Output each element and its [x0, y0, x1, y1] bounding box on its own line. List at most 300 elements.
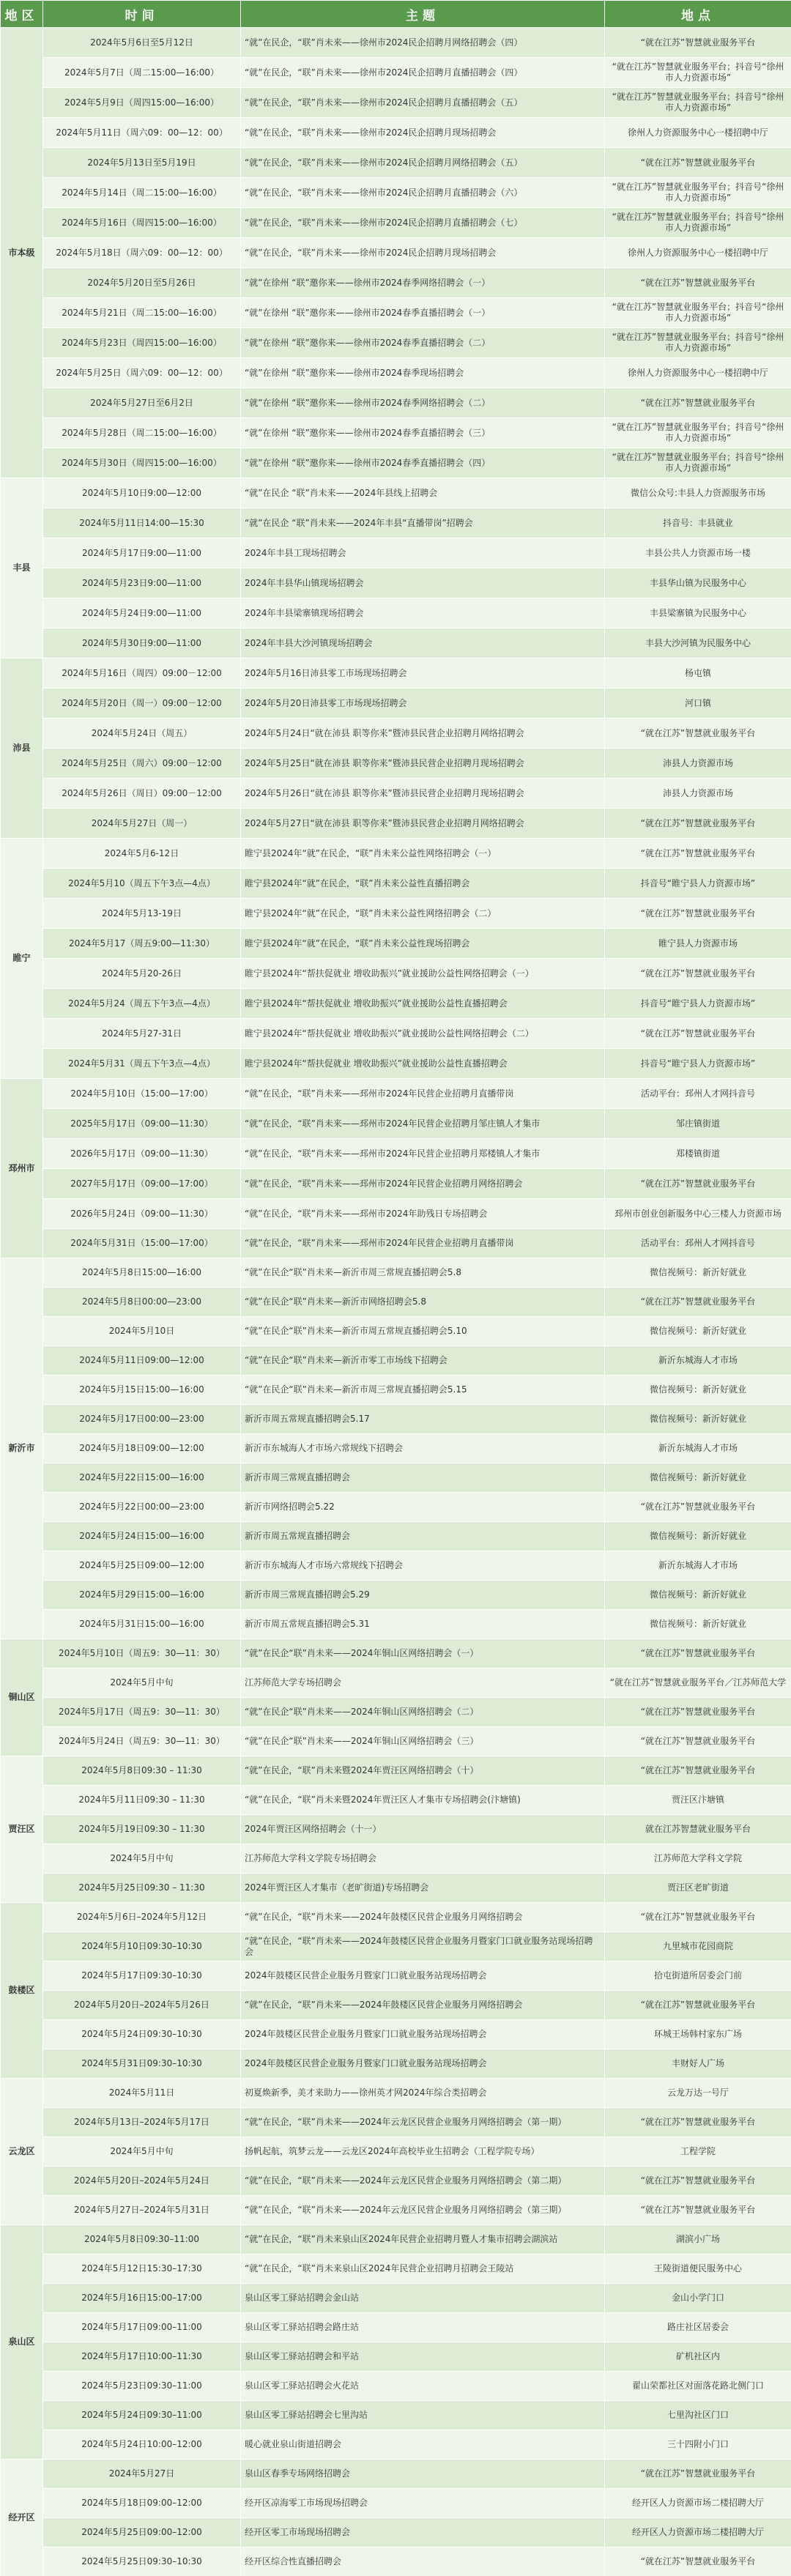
place-cell: 丰县华山镇为民服务中心	[605, 568, 791, 598]
table-row	[1, 268, 791, 298]
place-cell: 七里沟社区门口	[605, 2401, 791, 2430]
table-row	[1, 719, 791, 749]
time-cell: 2024年5月20-26日	[43, 959, 241, 989]
theme-cell: “就”在徐州 “联”邀你来——徐州市2024春季直播招聘会（一）	[241, 298, 605, 328]
table-row	[1, 28, 791, 58]
theme-cell: “就”在民企 “联”肖未来——2024年丰县“直播带岗”招聘会	[241, 508, 605, 538]
table-row	[1, 508, 791, 538]
theme-cell: 新沂市网络招聘会5.22	[241, 1493, 605, 1522]
theme-cell: 2024年丰县梁寨镇现场招聘会	[241, 598, 605, 628]
place-cell: “就在江苏”智慧就业服务平台	[605, 268, 791, 298]
time-cell: 2024年5月25日（周六）09:00－12:00	[43, 749, 241, 779]
table-row	[1, 2430, 791, 2460]
time-cell: 2024年5月中旬	[43, 2137, 241, 2167]
theme-cell: 新沂市周五常规直播招聘会	[241, 1522, 605, 1551]
time-cell: 2024年5月30日（周四15:00—16:00）	[43, 448, 241, 478]
place-cell: “就在江苏”智慧就业服务平台	[605, 1991, 791, 2020]
time-cell: 2024年5月13-19日	[43, 899, 241, 929]
time-cell: 2024年5月10（周五下午3点—4点）	[43, 869, 241, 899]
theme-cell: 泉山区零工驿站招聘会金山站	[241, 2284, 605, 2313]
place-cell: 金山小学门口	[605, 2284, 791, 2313]
theme-cell: 2024年5月20日沛县零工市场现场招聘会	[241, 688, 605, 719]
table-row	[1, 2108, 791, 2137]
time-cell: 2024年5月11日09:30 – 11:30	[43, 1786, 241, 1815]
time-cell: 2024年5月20日–2024年5月24日	[43, 2167, 241, 2196]
time-cell: 2024年5月6日至5月12日	[43, 28, 241, 58]
region-cell: 鼓楼区	[1, 1903, 43, 2079]
table-row	[1, 328, 791, 358]
theme-cell: 泉山区零工驿站招聘会火花站	[241, 2372, 605, 2401]
time-cell: 2024年5月28日（周二15:00—16:00）	[43, 418, 241, 448]
table-row	[1, 869, 791, 899]
table-row	[1, 1522, 791, 1551]
time-cell: 2024年5月11日14:00—15:30	[43, 508, 241, 538]
table-row	[1, 658, 791, 688]
place-cell: 丰财好人广场	[605, 2049, 791, 2079]
time-cell: 2024年5月23日9:00—11:00	[43, 568, 241, 598]
time-cell: 2024年5月10日9:00—12:00	[43, 478, 241, 508]
theme-cell: “就”在徐州 “联”邀你来——徐州市2024春季网络招聘会（二）	[241, 388, 605, 418]
place-cell: 微信视频号：新沂好就业	[605, 1581, 791, 1610]
theme-cell: 新沂市周三常规直播招聘会5.29	[241, 1581, 605, 1610]
theme-cell: 泉山区零工驿站招聘会和平站	[241, 2342, 605, 2372]
time-cell: 2024年5月29日15:00—16:00	[43, 1581, 241, 1610]
time-cell: 2024年5月24日09:30–10:30	[43, 2020, 241, 2049]
time-cell: 2024年5月30日9:00—11:00	[43, 628, 241, 658]
table-row	[1, 1815, 791, 1844]
place-cell: 新沂东城海人才市场	[605, 1346, 791, 1376]
table-row	[1, 478, 791, 508]
place-cell: “就在江苏”智慧就业服务平台	[605, 719, 791, 749]
theme-cell: “就”在民企“联”肖未来—新沂市零工市场线下招聘会	[241, 1346, 605, 1376]
time-cell: 2024年5月27日（周一）	[43, 809, 241, 839]
table-row	[1, 1317, 791, 1346]
table-row	[1, 688, 791, 719]
time-cell: 2024年5月7日（周二15:00—16:00）	[43, 58, 241, 88]
place-cell: “就在江苏”智慧就业服务平台；抖音号“徐州市人力资源市场”	[605, 178, 791, 208]
table-row	[1, 2284, 791, 2313]
place-cell: “就在江苏”智慧就业服务平台	[605, 1019, 791, 1049]
place-cell: “就在江苏”智慧就业服务平台	[605, 899, 791, 929]
place-cell: 新沂东城海人才市场	[605, 1551, 791, 1581]
theme-cell: “就”在民企，“联”肖未来——徐州市2024民企招聘月网络招聘会（五）	[241, 148, 605, 178]
place-cell: 新沂东城海人才市场	[605, 1434, 791, 1463]
time-cell: 2026年5月24日（09:00—11:30）	[43, 1199, 241, 1229]
time-cell: 2024年5月8日09:30–11:00	[43, 2225, 241, 2254]
time-cell: 2024年5月18日09:00—12:00	[43, 1434, 241, 1463]
table-row	[1, 1581, 791, 1610]
theme-cell: 睢宁县2024年“就”在民企，“联”肖未来公益性网络招聘会（二）	[241, 899, 605, 929]
theme-cell: “就”在民企，“联”肖未来——徐州市2024民企招聘月现场招聘会	[241, 118, 605, 148]
table-row	[1, 2020, 791, 2049]
region-cell: 丰县	[1, 478, 43, 658]
theme-cell: 2024年鼓楼区民营企业服务月暨家门口就业服务站现场招聘会	[241, 1961, 605, 1991]
theme-cell: “就”在民企“联”肖未来——2024年铜山区网络招聘会（二）	[241, 1698, 605, 1727]
table-row	[1, 2167, 791, 2196]
theme-cell: “就”在民企，“联”肖未来——徐州市2024民企招聘月现场招聘会	[241, 238, 605, 268]
header-place: 地点	[605, 1, 791, 28]
theme-cell: 泉山区零工驿站招聘会路庄站	[241, 2313, 605, 2342]
theme-cell: 经开区凉海零工市场现场招聘会	[241, 2489, 605, 2518]
time-cell: 2024年5月27日–2024年5月31日	[43, 2196, 241, 2225]
table-row	[1, 1199, 791, 1229]
time-cell: 2024年5月25日09:00–12:00	[43, 2518, 241, 2547]
table-row	[1, 2401, 791, 2430]
place-cell: 微信视频号：新沂好就业	[605, 1317, 791, 1346]
theme-cell: 2024年鼓楼区民营企业服务月暨家门口就业服务站现场招聘会	[241, 2049, 605, 2079]
time-cell: 2024年5月11日（周六09：00—12：00）	[43, 118, 241, 148]
time-cell: 2024年5月17日00:00—23:00	[43, 1405, 241, 1434]
time-cell: 2024年5月23日（周四15:00—16:00）	[43, 328, 241, 358]
place-cell: “就在江苏”智慧就业服务平台	[605, 1727, 791, 1756]
time-cell: 2024年5月24日（周五）	[43, 719, 241, 749]
region-cell: 泉山区	[1, 2225, 43, 2460]
table-row	[1, 959, 791, 989]
place-cell: “就在江苏”智慧就业服务平台；抖音号“徐州市人力资源市场”	[605, 298, 791, 328]
table-row	[1, 58, 791, 88]
place-cell: “就在江苏”智慧就业服务平台	[605, 1288, 791, 1317]
theme-cell: “就”在民企，“联”肖未来泉山区2024年民营企业招聘月暨人才集市招聘会湖滨站	[241, 2225, 605, 2254]
theme-cell: “就”在民企，“联”肖未来暨2024年贾汪区网络招聘会（十）	[241, 1756, 605, 1786]
theme-cell: “就”在民企，“联”肖未来——2024年鼓楼区民营企业服务月网络招聘会	[241, 1903, 605, 1932]
table-row	[1, 1551, 791, 1581]
theme-cell: 睢宁县2024年“就”在民企，“联”肖未来公益性网络招聘会（一）	[241, 839, 605, 869]
time-cell: 2024年5月25日09:30 – 11:30	[43, 1874, 241, 1903]
time-cell: 2024年5月11日09:00—12:00	[43, 1346, 241, 1376]
time-cell: 2024年5月6-12日	[43, 839, 241, 869]
table-row	[1, 1639, 791, 1669]
theme-cell: 睢宁县2024年“帮扶促就业 增收助振兴”就业援助公益性直播招聘会	[241, 1049, 605, 1079]
table-row	[1, 418, 791, 448]
table-row	[1, 178, 791, 208]
region-cell: 睢宁	[1, 839, 43, 1079]
region-cell: 经开区	[1, 2460, 43, 2576]
table-row	[1, 749, 791, 779]
place-cell: 郑楼镇街道	[605, 1139, 791, 1169]
time-cell: 2024年5月20日至5月26日	[43, 268, 241, 298]
time-cell: 2024年5月14日（周二15:00—16:00）	[43, 178, 241, 208]
table-row	[1, 1079, 791, 1109]
place-cell: 河口镇	[605, 688, 791, 719]
time-cell: 2024年5月21日（周二15:00—16:00）	[43, 298, 241, 328]
region-cell: 铜山区	[1, 1639, 43, 1756]
place-cell: 邳州市创业创新服务中心三楼人力资源市场	[605, 1199, 791, 1229]
theme-cell: 2024年5月16日沛县零工市场现场招聘会	[241, 658, 605, 688]
time-cell: 2024年5月24日09:30–11:00	[43, 2401, 241, 2430]
time-cell: 2024年5月24日9:00—11:00	[43, 598, 241, 628]
table-row	[1, 1434, 791, 1463]
place-cell: 贾汪区汴塘镇	[605, 1786, 791, 1815]
theme-cell: “就”在民企，“联”肖未来——徐州市2024民企招聘月直播招聘会（七）	[241, 208, 605, 238]
place-cell: 沛县人力资源市场	[605, 749, 791, 779]
theme-cell: “就”在徐州 “联”邀你来——徐州市2024春季网络招聘会（一）	[241, 268, 605, 298]
time-cell: 2024年5月17日9:00—11:00	[43, 538, 241, 568]
theme-cell: “就”在民企，“联”肖未来暨2024年贾汪区人才集市专场招聘会(汴塘镇)	[241, 1786, 605, 1815]
time-cell: 2024年5月16日（周四15:00—16:00）	[43, 208, 241, 238]
time-cell: 2024年5月13日–2024年5月17日	[43, 2108, 241, 2137]
theme-cell: “就”在民企 “联”肖未来——2024年县线上招聘会	[241, 478, 605, 508]
table-row	[1, 929, 791, 959]
time-cell: 2024年5月31日09:30–10:30	[43, 2049, 241, 2079]
time-cell: 2024年5月31（周五下午3点—4点）	[43, 1049, 241, 1079]
table-row	[1, 1346, 791, 1376]
table-row	[1, 1727, 791, 1756]
table-row	[1, 1610, 791, 1639]
place-cell: “就在江苏”智慧就业服务平台	[605, 839, 791, 869]
theme-cell: “就”在民企，“联”肖未来——徐州市2024民企招聘月直播招聘会（五）	[241, 88, 605, 118]
theme-cell: 睢宁县2024年“帮扶促就业 增收助振兴”就业援助公益性网络招聘会（二）	[241, 1019, 605, 1049]
table-row	[1, 388, 791, 418]
theme-cell: 2024年5月24日“就在沛县 职等你来”暨沛县民营企业招聘月网络招聘会	[241, 719, 605, 749]
place-cell: “就在江苏”智慧就业服务平台；抖音号“徐州市人力资源市场”	[605, 208, 791, 238]
theme-cell: “就”在民企，“联”肖未来——徐州市2024民企招聘月网络招聘会（四）	[241, 28, 605, 58]
time-cell: 2024年5月24（周五下午3点—4点）	[43, 989, 241, 1019]
theme-cell: 睢宁县2024年“就”在民企，“联”肖未来公益性现场招聘会	[241, 929, 605, 959]
table-row	[1, 298, 791, 328]
region-cell: 邳州市	[1, 1079, 43, 1258]
time-cell: 2024年5月17日（周五9：30—11：30）	[43, 1698, 241, 1727]
theme-cell: 2024年丰县大沙河镇现场招聘会	[241, 628, 605, 658]
region-cell: 新沂市	[1, 1258, 43, 1639]
theme-cell: “就”在民企，“联”肖未来——2024年云龙区民营企业服务月网络招聘会（第二期）	[241, 2167, 605, 2196]
time-cell: 2024年5月24日15:00—16:00	[43, 1522, 241, 1551]
region-cell: 市本级	[1, 28, 43, 478]
place-cell: “就在江苏”智慧就业服务平台	[605, 1698, 791, 1727]
theme-cell: 新沂市东城海人才市场六常规线下招聘会	[241, 1551, 605, 1581]
table-row	[1, 2460, 791, 2489]
time-cell: 2024年5月25日09:30–10:30	[43, 2547, 241, 2576]
table-row	[1, 1258, 791, 1288]
table-row	[1, 1874, 791, 1903]
table-row	[1, 2547, 791, 2576]
theme-cell: 新沂市周五常规直播招聘会5.31	[241, 1610, 605, 1639]
time-cell: 2024年5月27日	[43, 2460, 241, 2489]
theme-cell: 睢宁县2024年“帮扶促就业 增收助振兴”就业援助公益性网络招聘会（一）	[241, 959, 605, 989]
place-cell: “就在江苏”智慧就业服务平台	[605, 388, 791, 418]
place-cell: 环城王场韩村家东广场	[605, 2020, 791, 2049]
theme-cell: “就”在民企，“联”肖未来——邳州市2024年民营企业招聘月郑楼镇人才集市	[241, 1139, 605, 1169]
schedule-body	[1, 28, 791, 2576]
theme-cell: 2024年贾汪区网络招聘会（十一）	[241, 1815, 605, 1844]
table-row	[1, 2342, 791, 2372]
time-cell: 2024年5月24日10:00–12:00	[43, 2430, 241, 2460]
table-row	[1, 2137, 791, 2167]
theme-cell: 2024年贾汪区人才集市（老旷街道)专场招聘会	[241, 1874, 605, 1903]
place-cell: “就在江苏”智慧就业服务平台	[605, 2167, 791, 2196]
place-cell: “就在江苏”智慧就业服务平台	[605, 1903, 791, 1932]
table-row	[1, 809, 791, 839]
place-cell: “就在江苏”智慧就业服务平台	[605, 809, 791, 839]
theme-cell: “就”在民企“联”肖未来—新沂市网络招聘会5.8	[241, 1288, 605, 1317]
theme-cell: “就”在民企“联”肖未来——2024年铜山区网络招聘会（三）	[241, 1727, 605, 1756]
region-cell: 贾汪区	[1, 1756, 43, 1903]
place-cell: 江苏师范大学科文学院	[605, 1844, 791, 1874]
time-cell: 2024年5月12日15:30–17:30	[43, 2254, 241, 2284]
theme-cell: “就”在民企，“联”肖未来——邳州市2024年助残日专场招聘会	[241, 1199, 605, 1229]
place-cell: 九里城市花园商院	[605, 1932, 791, 1961]
theme-cell: “就”在民企“联”肖未来——2024年铜山区网络招聘会（一）	[241, 1639, 605, 1669]
time-cell: 2024年5月27-31日	[43, 1019, 241, 1049]
theme-cell: 初夏焕新季，美才来助力——徐州英才网2024年综合类招聘会	[241, 2079, 605, 2108]
theme-cell: 扬帆起航，筑梦云龙——云龙区2024年高校毕业生招聘会（工程学院专场）	[241, 2137, 605, 2167]
table-row	[1, 208, 791, 238]
place-cell: 微信视频号：新沂好就业	[605, 1376, 791, 1405]
table-row	[1, 1049, 791, 1079]
place-cell: 湖滨小广场	[605, 2225, 791, 2254]
time-cell: 2024年5月13日至5月19日	[43, 148, 241, 178]
table-row	[1, 1169, 791, 1199]
place-cell: “就在江苏”智慧就业服务平台	[605, 2460, 791, 2489]
place-cell: 王陵街道便民服务中心	[605, 2254, 791, 2284]
theme-cell: “就”在民企，“联”肖未来——邳州市2024年民营企业招聘月直播带岗	[241, 1079, 605, 1109]
time-cell: 2024年5月25日（周六09：00—12：00）	[43, 358, 241, 388]
time-cell: 2024年5月18日09:00–12:00	[43, 2489, 241, 2518]
place-cell: 活动平台：邳州人才网抖音号	[605, 1079, 791, 1109]
place-cell: 抖音号“睢宁县人力资源市场”	[605, 989, 791, 1019]
place-cell: 微信视频号：新沂好就业	[605, 1258, 791, 1288]
theme-cell: “就”在民企，“联”肖未来——邳州市2024年民营企业招聘月直播带岗	[241, 1229, 605, 1258]
table-row	[1, 1932, 791, 1961]
place-cell: 微信公众号:丰县人力资源服务市场	[605, 478, 791, 508]
time-cell: 2024年5月24日（周五9：30—11：30）	[43, 1727, 241, 1756]
table-row	[1, 148, 791, 178]
place-cell: “就在江苏”智慧就业服务平台／江苏师范大学	[605, 1669, 791, 1698]
theme-cell: “就”在民企，“联”肖未来泉山区2024年民营企业招聘月招聘会王陵站	[241, 2254, 605, 2284]
place-cell: 经开区人力资源市场二楼招聘大厅	[605, 2489, 791, 2518]
place-cell: 抖音号：丰县就业	[605, 508, 791, 538]
theme-cell: “就”在民企“联”肖未来—新沂市周三常规直播招聘会5.15	[241, 1376, 605, 1405]
theme-cell: “就”在徐州 “联”邀你来——徐州市2024春季现场招聘会	[241, 358, 605, 388]
theme-cell: “就”在民企，“联”肖未来——2024年云龙区民营企业服务月网络招聘会（第三期）	[241, 2196, 605, 2225]
table-row	[1, 899, 791, 929]
time-cell: 2024年5月27日至6月2日	[43, 388, 241, 418]
table-row	[1, 628, 791, 658]
table-row	[1, 1844, 791, 1874]
place-cell: 工程学院	[605, 2137, 791, 2167]
place-cell: 抖音号“睢宁县人力资源市场”	[605, 1049, 791, 1079]
theme-cell: 新沂市东城海人才市场六常规线下招聘会	[241, 1434, 605, 1463]
time-cell: 2024年5月22日15:00—16:00	[43, 1463, 241, 1493]
place-cell: 徐州人力资源服务中心一楼招聘中厅	[605, 238, 791, 268]
place-cell: 路庄社区居委会	[605, 2313, 791, 2342]
time-cell: 2024年5月31日（15:00—17:00）	[43, 1229, 241, 1258]
place-cell: “就在江苏”智慧就业服务平台；抖音号“徐州市人力资源市场”	[605, 448, 791, 478]
table-row	[1, 1463, 791, 1493]
place-cell: 微信视频号：新沂好就业	[605, 1522, 791, 1551]
table-row	[1, 1991, 791, 2020]
place-cell: 杨屯镇	[605, 658, 791, 688]
place-cell: 云龙万达一号厅	[605, 2079, 791, 2108]
place-cell: 抖音号“睢宁县人力资源市场”	[605, 869, 791, 899]
place-cell: “就在江苏”智慧就业服务平台；抖音号“徐州市人力资源市场”	[605, 58, 791, 88]
place-cell: “就在江苏”智慧就业服务平台	[605, 1639, 791, 1669]
place-cell: 三十四附小门口	[605, 2430, 791, 2460]
theme-cell: “就”在民企，“联”肖未来——徐州市2024民企招聘月直播招聘会（四）	[241, 58, 605, 88]
theme-cell: “就”在徐州 “联”邀你来——徐州市2024春季直播招聘会（四）	[241, 448, 605, 478]
theme-cell: “就”在民企“联”肖未来—新沂市周五常规直播招聘会5.10	[241, 1317, 605, 1346]
theme-cell: 经开区零工市场现场招聘会	[241, 2518, 605, 2547]
time-cell: 2024年5月8日00:00—23:00	[43, 1288, 241, 1317]
place-cell: “就在江苏”智慧就业服务平台	[605, 1493, 791, 1522]
theme-cell: 2024年5月25日“就在沛县 职等你来”暨沛县民营企业招聘月现场招聘会	[241, 749, 605, 779]
header-row	[1, 1, 791, 28]
theme-cell: “就”在民企，“联”肖未来——徐州市2024民企招聘月直播招聘会（六）	[241, 178, 605, 208]
table-row	[1, 1669, 791, 1698]
place-cell: 丰县梁寨镇为民服务中心	[605, 598, 791, 628]
table-row	[1, 538, 791, 568]
theme-cell: 2024年丰县华山镇现场招聘会	[241, 568, 605, 598]
time-cell: 2024年5月10日09:30–10:30	[43, 1932, 241, 1961]
theme-cell: 江苏师范大学科文学院专场招聘会	[241, 1844, 605, 1874]
time-cell: 2024年5月23日09:30–11:00	[43, 2372, 241, 2401]
table-row	[1, 839, 791, 869]
theme-cell: 睢宁县2024年“就”在民企，“联”肖未来公益性直播招聘会	[241, 869, 605, 899]
header-time: 时间	[43, 1, 241, 28]
table-row	[1, 1405, 791, 1434]
time-cell: 2024年5月25日09:00—12:00	[43, 1551, 241, 1581]
table-row	[1, 1961, 791, 1991]
theme-cell: 暖心就业泉山街道招聘会	[241, 2430, 605, 2460]
theme-cell: 经开区综合性直播招聘会	[241, 2547, 605, 2576]
table-row	[1, 2313, 791, 2342]
theme-cell: 新沂市周五常规直播招聘会5.17	[241, 1405, 605, 1434]
time-cell: 2024年5月中旬	[43, 1844, 241, 1874]
table-row	[1, 779, 791, 809]
time-cell: 2024年5月8日15:00—16:00	[43, 1258, 241, 1288]
time-cell: 2024年5月16日15:00–17:00	[43, 2284, 241, 2313]
theme-cell: 2024年5月27日“就在沛县 职等你来”暨沛县民营企业招聘月网络招聘会	[241, 809, 605, 839]
table-row	[1, 118, 791, 148]
time-cell: 2024年5月17日10:00–11:30	[43, 2342, 241, 2372]
table-row	[1, 1229, 791, 1258]
place-cell: 活动平台：邳州人才网抖音号	[605, 1229, 791, 1258]
time-cell: 2025年5月17日（09:00—11:30）	[43, 1109, 241, 1139]
table-row	[1, 1903, 791, 1932]
theme-cell: 2024年丰县工现场招聘会	[241, 538, 605, 568]
theme-cell: 新沂市周三常规直播招聘会	[241, 1463, 605, 1493]
table-row	[1, 88, 791, 118]
time-cell: 2024年5月10日（15:00—17:00）	[43, 1079, 241, 1109]
place-cell: 翟山荣都社区对面落花路北侧门口	[605, 2372, 791, 2401]
table-row	[1, 2225, 791, 2254]
place-cell: “就在江苏”智慧就业服务平台	[605, 1756, 791, 1786]
place-cell: 微信视频号：新沂好就业	[605, 1610, 791, 1639]
time-cell: 2026年5月17日（09:00—11:30）	[43, 1139, 241, 1169]
time-cell: 2024年5月10日（周五9：30—11：30）	[43, 1639, 241, 1669]
place-cell: 经开区人力资源市场二楼招聘大厅	[605, 2518, 791, 2547]
place-cell: 沛县人力资源市场	[605, 779, 791, 809]
time-cell: 2024年5月15日15:00—16:00	[43, 1376, 241, 1405]
table-row	[1, 568, 791, 598]
table-row	[1, 448, 791, 478]
region-cell: 沛县	[1, 658, 43, 839]
table-row	[1, 989, 791, 1019]
place-cell: “就在江苏”智慧就业服务平台	[605, 959, 791, 989]
table-row	[1, 598, 791, 628]
time-cell: 2024年5月8日09:30 – 11:30	[43, 1756, 241, 1786]
place-cell: “就在江苏”智慧就业服务平台	[605, 2547, 791, 2576]
place-cell: “就在江苏”智慧就业服务平台；抖音号“徐州市人力资源市场”	[605, 418, 791, 448]
place-cell: 徐州人力资源服务中心一楼招聘中厅	[605, 118, 791, 148]
place-cell: 矿机社区内	[605, 2342, 791, 2372]
table-row	[1, 2518, 791, 2547]
time-cell: 2024年5月19日09:30 – 11:30	[43, 1815, 241, 1844]
time-cell: 2024年5月16日（周四）09:00－12:00	[43, 658, 241, 688]
place-cell: 丰县公共人力资源市场一楼	[605, 538, 791, 568]
table-row	[1, 358, 791, 388]
theme-cell: “就”在民企，“联”肖未来——2024年云龙区民营企业服务月网络招聘会（第一期）	[241, 2108, 605, 2137]
theme-cell: “就”在民企，“联”肖未来——邳州市2024年民营企业招聘月邹庄镇人才集市	[241, 1109, 605, 1139]
